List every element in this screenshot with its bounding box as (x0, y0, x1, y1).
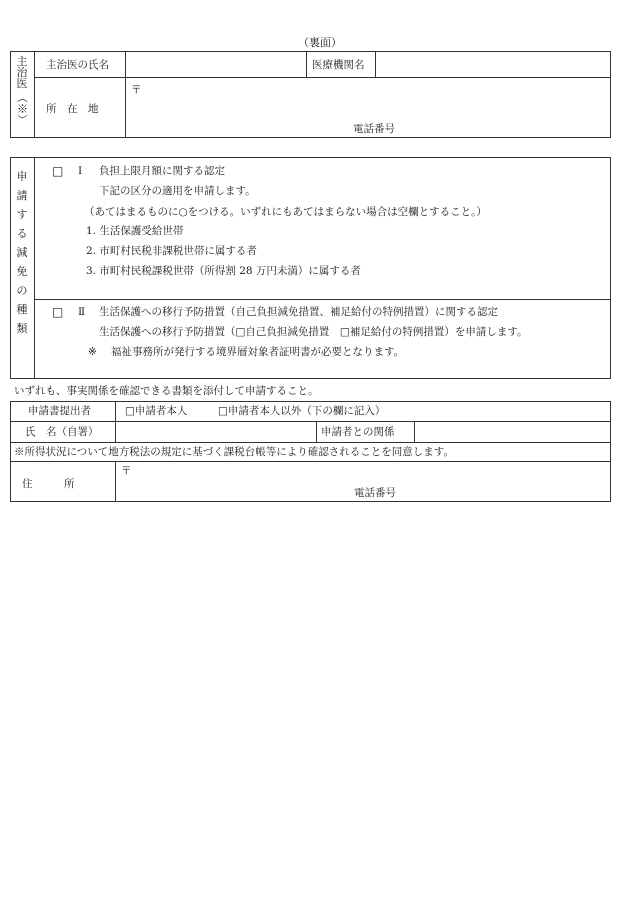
side-mark: （※） (15, 92, 29, 125)
submitter-phone-label: 電話番号 (354, 487, 396, 499)
side-char: す (16, 208, 28, 221)
section1-numeral: Ⅰ (78, 165, 83, 177)
section1-line: 下記の区分の適用を申請します。 (99, 185, 256, 197)
option-other-checkbox[interactable]: □申請者本人以外（下の欄に記入） (218, 405, 386, 417)
side-char: 医 (16, 77, 28, 90)
relation-field[interactable] (416, 423, 609, 441)
signature-label: 氏 名（自署） (25, 426, 99, 438)
submitter-label: 申請書提出者 (28, 405, 91, 417)
side-char: 申 (16, 170, 28, 183)
section2-checkbox[interactable]: □ (52, 305, 64, 319)
consent-text: ※所得状況について地方税法の規定に基づく課税台帳等により確認されることを同意します。 (14, 446, 454, 458)
signature-field[interactable] (117, 423, 314, 441)
side-char: 免 (16, 265, 28, 278)
application-side-label (13, 171, 31, 334)
address-label: 所 在 地 (46, 103, 99, 115)
section2-line: 生活保護への移行予防措置（□自己負担減免措置 □補足給付の特例措置）を申請します。 (99, 326, 528, 338)
submitter-address-label: 住 所 (22, 478, 75, 490)
phone-label: 電話番号 (353, 123, 395, 135)
physician-side-label (13, 56, 31, 125)
side-char: の (16, 284, 28, 297)
section1-item: 2. 市町村民税非課税世帯に属する者 (86, 245, 257, 257)
section1-item: 3. 市町村民税課税世帯（所得割 28 万円未満）に属する者 (86, 265, 361, 277)
side-char: 請 (16, 189, 28, 202)
section1-note: （あてはまるものに○をつける。いずれにもあてはまらない場合は空欄とすること。） (84, 206, 487, 218)
side-char: 減 (16, 246, 28, 259)
section2-numeral: Ⅱ (78, 306, 86, 318)
section2-title: 生活保護への移行予防措置（自己負担減免措置、補足給付の特例措置）に関する認定 (99, 306, 498, 318)
submitter-postal-mark: 〒 (121, 465, 132, 477)
section1-checkbox[interactable]: □ (52, 164, 64, 178)
section1-title: 負担上限月額に関する認定 (99, 165, 225, 177)
side-char: 治 (16, 66, 28, 79)
section1-item: 1. 生活保護受給世帯 (86, 225, 184, 237)
instruction-text: いずれも、事実関係を確認できる書類を添付して申請すること。 (14, 385, 319, 397)
institution-label: 医療機関名 (312, 59, 365, 71)
postal-mark: 〒 (131, 84, 142, 96)
relation-label: 申請者との関係 (321, 426, 395, 438)
section2-note: 福祉事務所が発行する境界層対象者証明書が必要となります。 (111, 346, 405, 358)
side-char: 主 (16, 55, 28, 68)
physician-name-label: 主治医の氏名 (46, 59, 109, 71)
section2-note-mark: ※ (88, 346, 97, 358)
side-char: 類 (16, 322, 28, 335)
option-self-checkbox[interactable]: □申請者本人 (125, 405, 188, 417)
side-char: 種 (16, 303, 28, 316)
side-char: る (16, 227, 28, 240)
page-title: （裏面） (298, 36, 342, 49)
